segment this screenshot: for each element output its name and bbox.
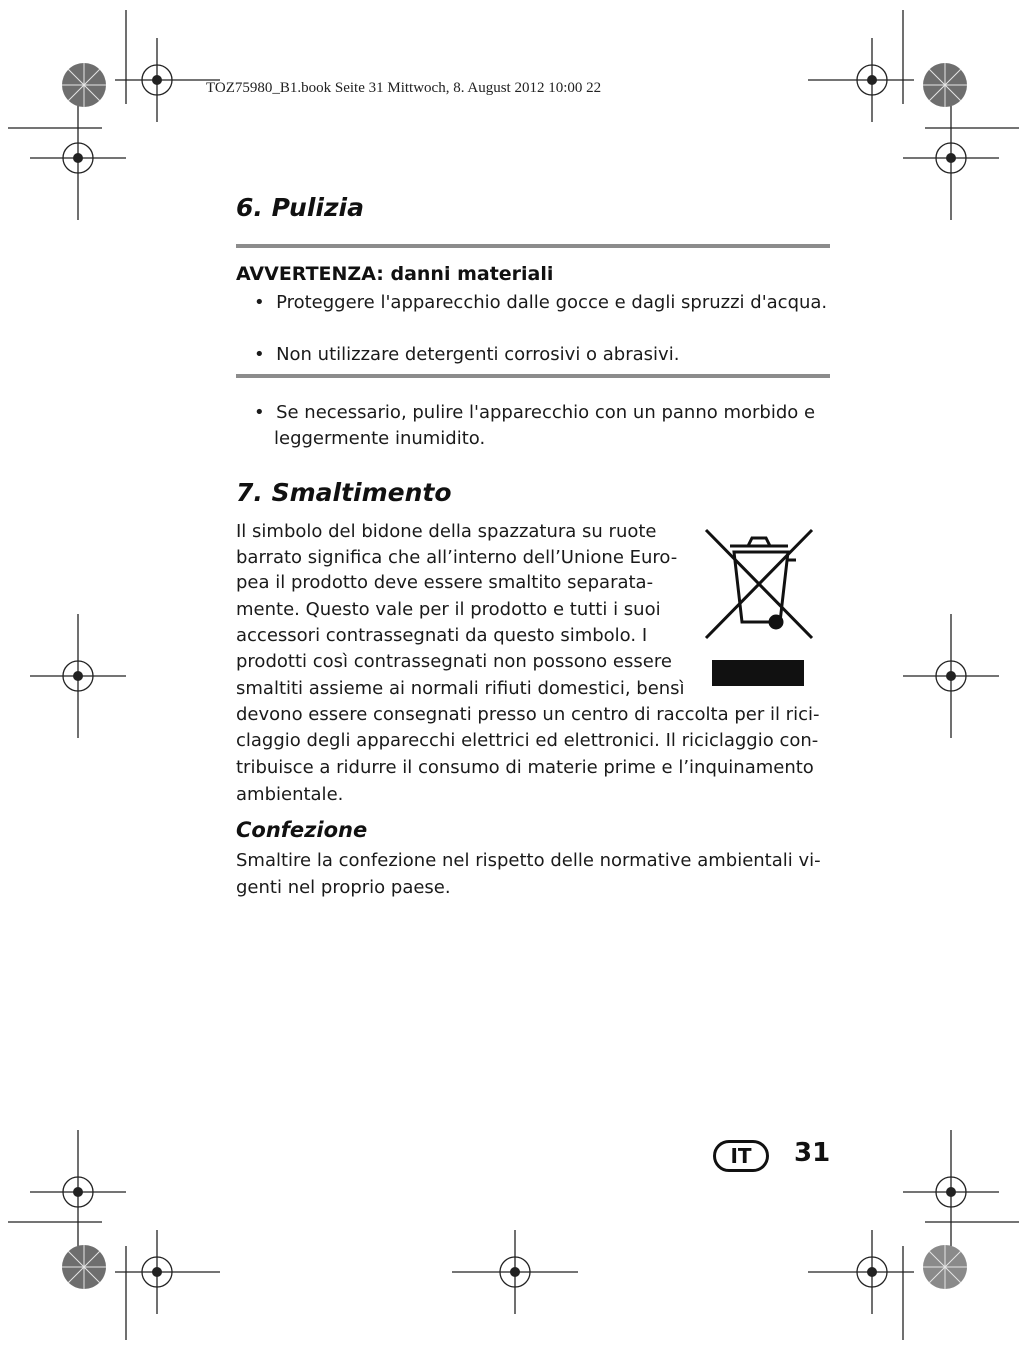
warning-item [236,342,830,368]
disposal-text-line: devono essere consegnati presso un centro di raccolta per il rici- [236,704,820,725]
bullet-icon: • [254,402,277,423]
warning-bottom-rule [236,374,830,378]
disposal-text-line: mente. Questo vale per il prodotto e tutti i suoi [236,599,661,620]
bullet-icon: • [254,292,277,313]
disposal-text-line: accessori contrassegnati da questo simbolo. I [236,625,648,646]
disposal-text-line: pea il prodotto deve essere smaltito separata- [236,572,654,593]
disposal-text-line: ambientale. [236,784,344,805]
packaging-text-line: genti nel proprio paese. [236,877,451,898]
disposal-text-line: tribuisce a ridurre il consumo di materie prime e l’inquinamento [236,757,814,778]
warning-top-rule [236,244,830,248]
packaging-text-line: Smaltire la confezione nel rispetto delle normative ambientali vi- [236,850,821,871]
disposal-text-line: claggio degli apparecchi elettrici ed elettronici. Il riciclaggio con- [236,730,819,751]
cleaning-item [236,400,830,452]
warning-item-text: Proteggere l'apparecchio dalle gocce e dagli spruzzi d'acqua. [276,292,828,313]
section-6-title: 6. Pulizia [236,193,364,222]
packaging-title: Confezione [236,818,368,842]
file-stamp: TOZ75980_B1.book Seite 31 Mittwoch, 8. August 2012 10:00 22 [206,80,602,96]
warning-item-text: Non utilizzare detergenti corrosivi o abrasivi. [276,344,680,365]
language-badge: IT [713,1140,769,1172]
warning-item [236,290,830,316]
bullet-icon: • [254,344,277,365]
warning-title: AVVERTENZA: danni materiali [236,263,554,285]
section-7-title: 7. Smaltimento [236,478,452,507]
disposal-text-line: smaltiti assieme ai normali rifiuti domestici, bensì [236,678,685,699]
disposal-text-line: prodotti così contrassegnati non possono essere [236,651,672,672]
cleaning-item-text: Se necessario, pulire l'apparecchio con un panno morbido e leggermente inumidito. [274,402,816,449]
disposal-text-line: Il simbolo del bidone della spazzatura su ruote [236,521,657,542]
crossed-out-wheeled-bin-icon [700,526,816,688]
disposal-text-line: barrato significa che all’interno dell’Unione Euro- [236,547,678,568]
page-number: 31 [794,1138,831,1168]
